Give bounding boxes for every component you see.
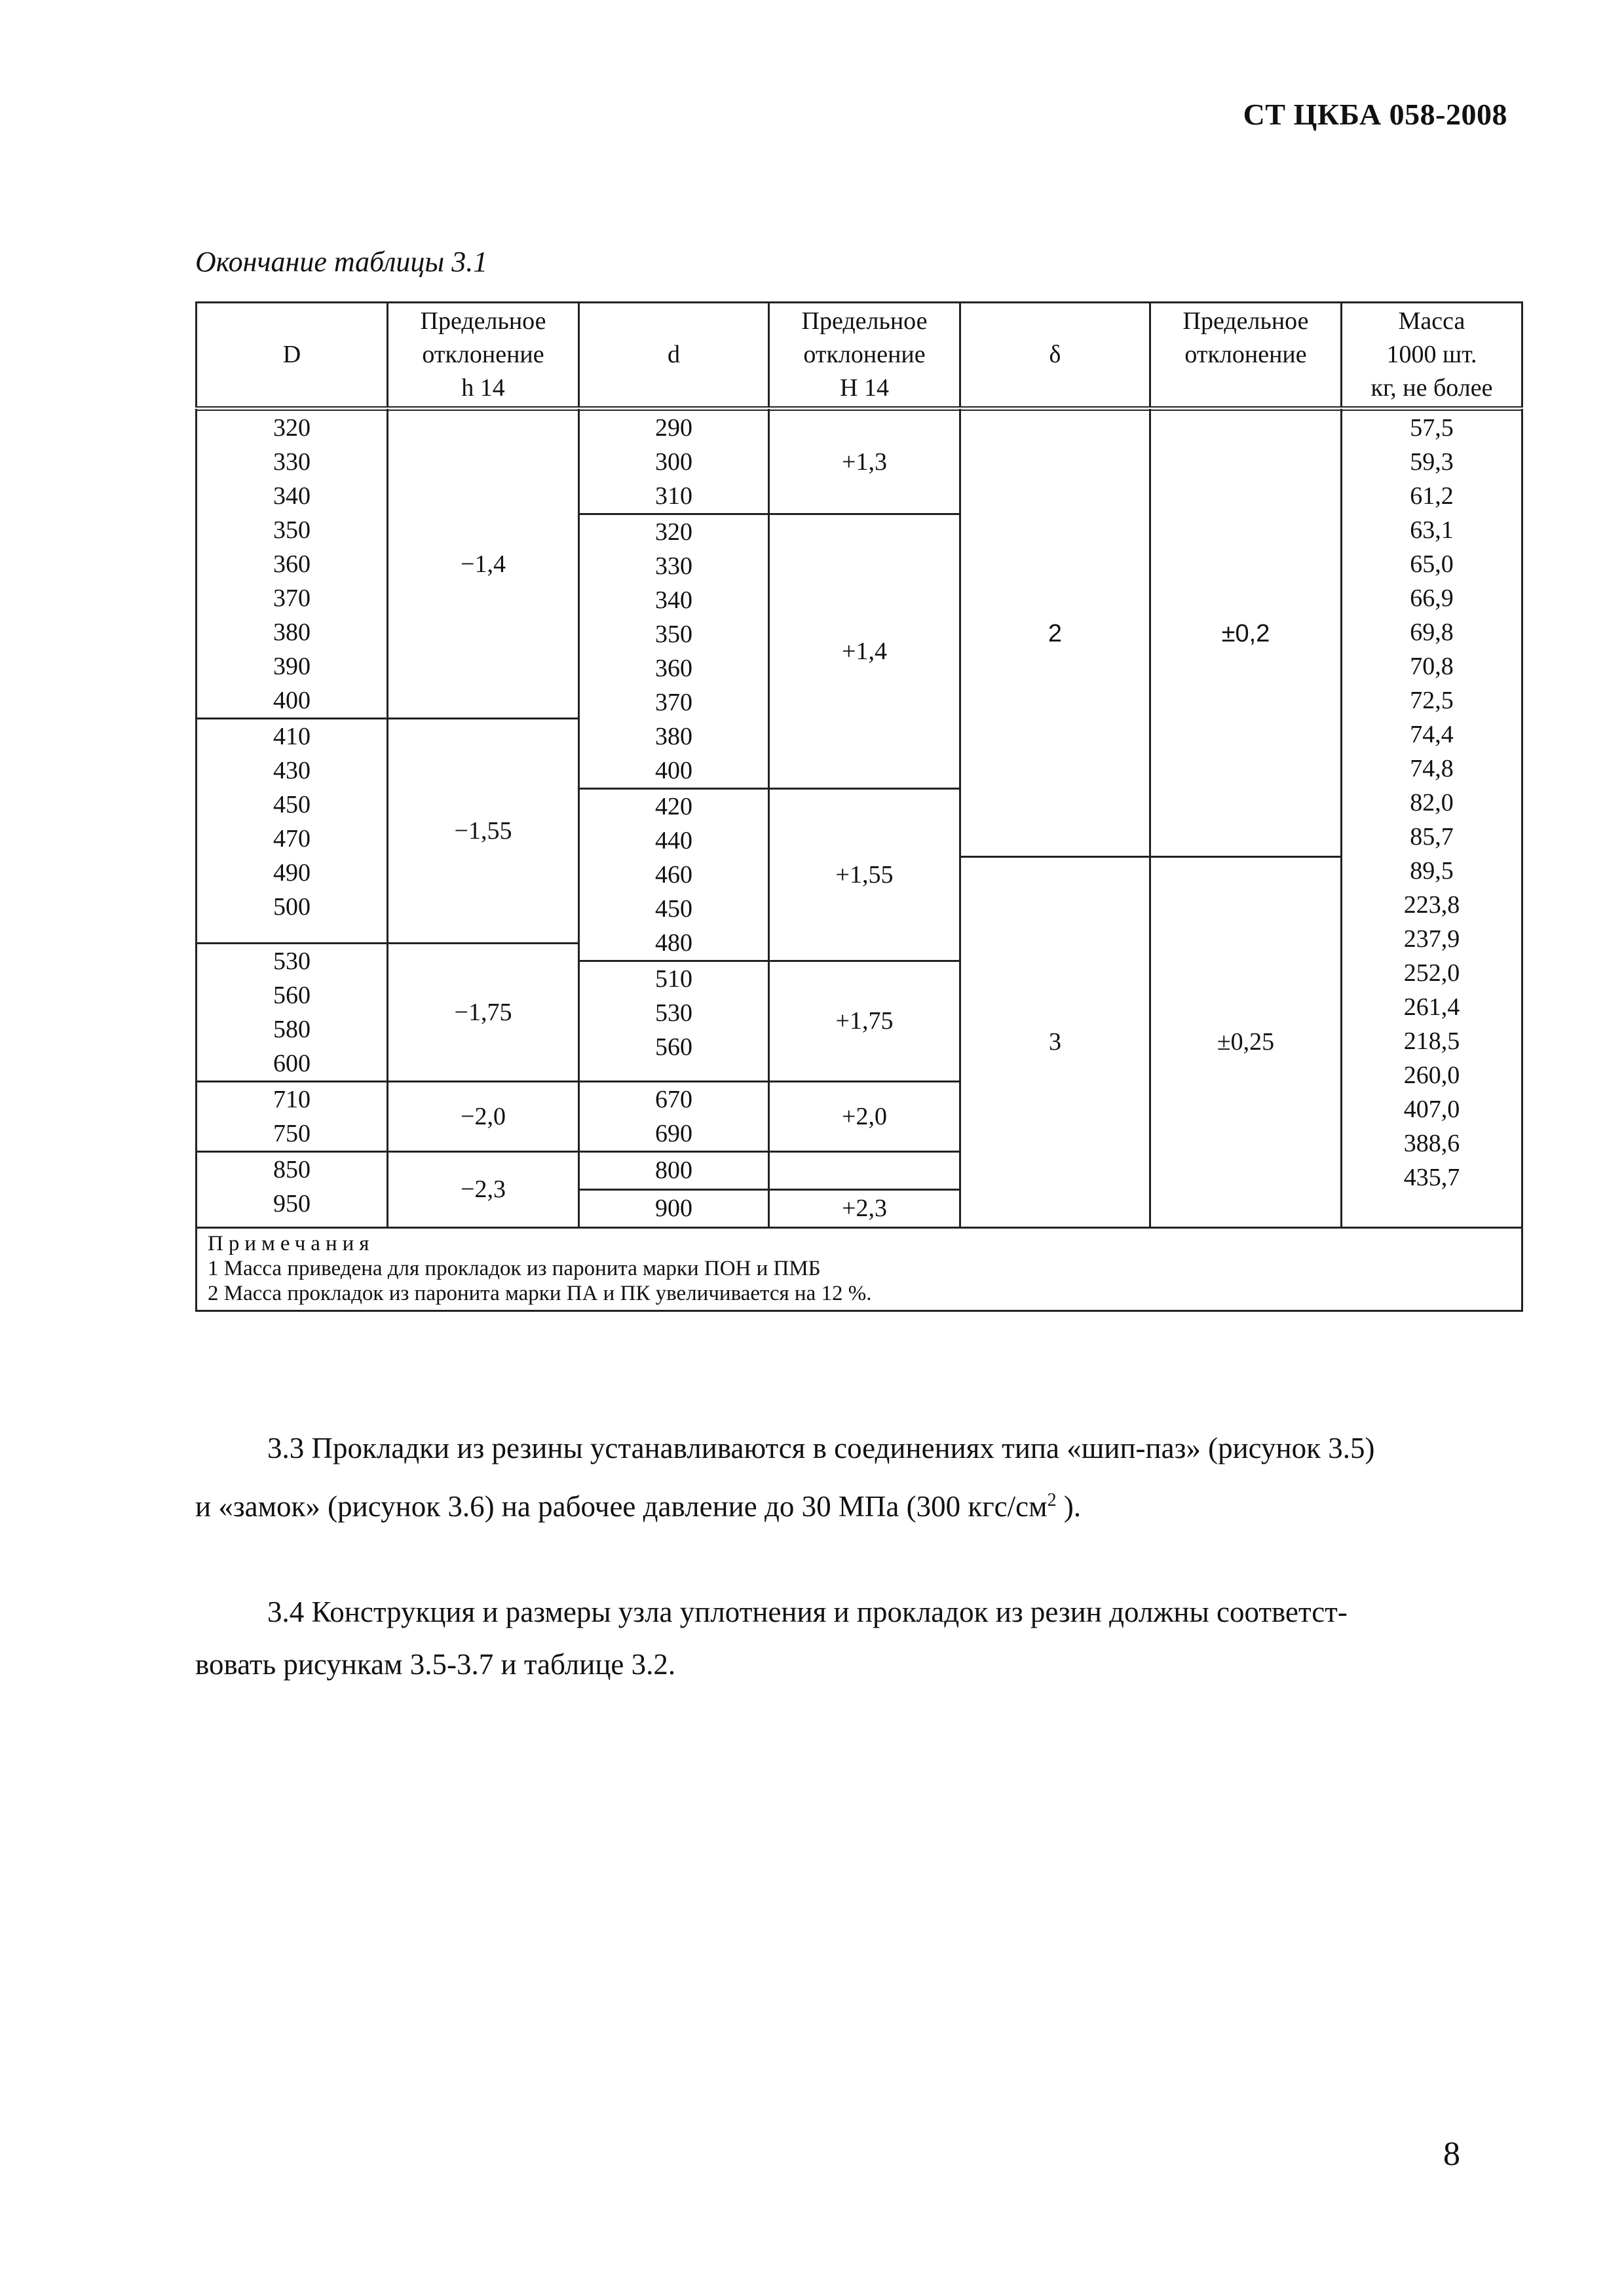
cell-mass: 70,8 xyxy=(1410,653,1454,680)
header-D: D xyxy=(197,303,388,409)
note-item: 2 Масса прокладок из паронита марки ПА и ПК увеличивается на 12 %. xyxy=(208,1281,872,1305)
cell-d: 800 xyxy=(579,1151,769,1189)
notes-row xyxy=(197,1227,1522,1311)
header-line: Предельное xyxy=(801,307,928,335)
header-line: кг, не более xyxy=(1370,374,1493,402)
cell-d-group xyxy=(579,514,769,789)
cell-d: 450 xyxy=(655,895,692,923)
cell-D: 410 xyxy=(273,723,311,750)
cell-d: 510 xyxy=(655,965,692,993)
cell-d: 420 xyxy=(655,793,692,820)
cell-d: 330 xyxy=(655,552,692,580)
cell-deviation-D: −2,0 xyxy=(388,1081,579,1151)
cell-D: 750 xyxy=(273,1119,311,1147)
cell-D-group xyxy=(197,1151,388,1227)
cell-delta: 2 xyxy=(960,409,1150,857)
paragraph-line: 3.4 Конструкция и размеры узла уплотнения и прокладок из резин должны соответст- xyxy=(267,1596,1348,1628)
cell-d: 530 xyxy=(655,999,692,1027)
cell-deviation-D: −1,75 xyxy=(388,943,579,1081)
page-number: 8 xyxy=(1443,2135,1460,2173)
table-caption: Окончание таблицы 3.1 xyxy=(195,246,488,278)
cell-D: 560 xyxy=(273,981,311,1009)
cell-deviation-D: −1,55 xyxy=(388,719,579,944)
cell-D-group xyxy=(197,1081,388,1151)
cell-mass: 260,0 xyxy=(1403,1062,1460,1089)
cell-D: 390 xyxy=(273,653,311,680)
cell-deviation-D: −1,4 xyxy=(388,409,579,719)
cell-d: 300 xyxy=(655,448,692,476)
table-notes xyxy=(197,1227,1522,1311)
cell-mass: 65,0 xyxy=(1410,550,1454,578)
header-line: h 14 xyxy=(461,374,505,402)
cell-mass: 69,8 xyxy=(1410,619,1454,646)
paragraph-3-4 xyxy=(195,1586,1521,1691)
cell-D: 490 xyxy=(273,859,311,887)
header-deviation-d xyxy=(769,303,960,409)
cell-d-group xyxy=(579,961,769,1082)
cell-D: 360 xyxy=(273,550,311,578)
cell-mass: 82,0 xyxy=(1410,789,1454,816)
superscript: 2 xyxy=(1047,1490,1057,1510)
cell-mass: 66,9 xyxy=(1410,584,1454,612)
cell-mass-group xyxy=(1342,409,1522,1228)
cell-d-group xyxy=(579,789,769,961)
header-line: отклонение xyxy=(1184,341,1307,368)
cell-mass: 74,8 xyxy=(1410,755,1454,782)
cell-D: 370 xyxy=(273,584,311,612)
cell-D: 530 xyxy=(273,947,311,975)
cell-D-group xyxy=(197,719,388,944)
table-header-row xyxy=(197,303,1522,409)
cell-d: 340 xyxy=(655,586,692,614)
document-code: СТ ЦКБА 058-2008 xyxy=(1243,98,1507,131)
cell-deviation-d: +1,4 xyxy=(769,514,960,789)
header-deviation-delta xyxy=(1150,303,1342,409)
cell-mass: 61,2 xyxy=(1410,482,1454,510)
cell-delta: 3 xyxy=(960,857,1150,1228)
header-d: d xyxy=(579,303,769,409)
notes-title: Примечания xyxy=(208,1231,375,1255)
cell-D-group xyxy=(197,409,388,719)
cell-mass: 72,5 xyxy=(1410,687,1454,714)
cell-deviation-delta: ±0,25 xyxy=(1150,857,1342,1228)
cell-mass: 74,4 xyxy=(1410,721,1454,748)
header-line: отклонение xyxy=(422,341,544,368)
cell-d: 440 xyxy=(655,827,692,854)
cell-D: 710 xyxy=(273,1085,311,1113)
cell-D: 500 xyxy=(273,893,311,921)
cell-deviation-D: −2,3 xyxy=(388,1151,579,1227)
cell-mass: 388,6 xyxy=(1403,1130,1460,1157)
cell-D: 350 xyxy=(273,516,311,544)
table-3-1 xyxy=(195,301,1523,1312)
cell-d-group xyxy=(579,409,769,514)
cell-D: 380 xyxy=(273,619,311,646)
header-mass xyxy=(1342,303,1522,409)
cell-d: 560 xyxy=(655,1033,692,1061)
cell-d: 480 xyxy=(655,929,692,957)
cell-D: 320 xyxy=(273,414,311,442)
cell-D: 400 xyxy=(273,687,311,714)
header-line: Предельное xyxy=(420,307,546,335)
cell-d: 900 xyxy=(579,1189,769,1227)
cell-mass: 218,5 xyxy=(1403,1027,1460,1055)
cell-mass: 63,1 xyxy=(1410,516,1454,544)
cell-mass: 252,0 xyxy=(1403,959,1460,987)
cell-D-group xyxy=(197,943,388,1081)
paragraph-text: и «замок» (рисунок 3.6) на рабочее давление до 30 МПа (300 кгс/см xyxy=(195,1490,1048,1523)
cell-deviation-d: +1,75 xyxy=(769,961,960,1082)
cell-d: 310 xyxy=(655,482,692,510)
paragraph-line xyxy=(195,1474,1521,1533)
cell-deviation-d: +1,55 xyxy=(769,789,960,961)
cell-deviation-d: +2,0 xyxy=(769,1081,960,1151)
cell-deviation-delta: ±0,2 xyxy=(1150,409,1342,857)
cell-d: 380 xyxy=(655,723,692,750)
cell-d: 400 xyxy=(655,757,692,784)
cell-d: 690 xyxy=(655,1119,692,1147)
cell-D: 430 xyxy=(273,757,311,784)
cell-deviation-d: +2,3 xyxy=(769,1189,960,1227)
cell-d-group xyxy=(579,1081,769,1151)
cell-mass: 89,5 xyxy=(1410,857,1454,885)
cell-d: 320 xyxy=(655,518,692,546)
header-line: Масса xyxy=(1398,307,1465,335)
header-line: Предельное xyxy=(1182,307,1309,335)
paragraph-line: 3.3 Прокладки из резины устанавливаются в соединениях типа «шип-паз» (рисунок 3.5) xyxy=(267,1432,1375,1464)
cell-d: 350 xyxy=(655,621,692,648)
cell-D: 950 xyxy=(273,1189,311,1217)
note-item: 1 Масса приведена для прокладок из паронита марки ПОН и ПМБ xyxy=(208,1256,821,1280)
cell-mass: 59,3 xyxy=(1410,448,1454,476)
cell-d: 460 xyxy=(655,861,692,889)
header-line: H 14 xyxy=(840,374,889,402)
header-line: отклонение xyxy=(803,341,926,368)
paragraph-3-3 xyxy=(195,1422,1521,1533)
cell-deviation-d-empty xyxy=(769,1151,960,1189)
paragraph-text: ). xyxy=(1056,1490,1082,1523)
paragraph-line: вовать рисункам 3.5-3.7 и таблице 3.2. xyxy=(195,1648,676,1681)
cell-mass: 223,8 xyxy=(1403,891,1460,919)
cell-D: 330 xyxy=(273,448,311,476)
cell-mass: 57,5 xyxy=(1410,414,1454,442)
cell-d: 360 xyxy=(655,655,692,682)
cell-d: 670 xyxy=(655,1085,692,1113)
cell-deviation-d: +1,3 xyxy=(769,409,960,514)
cell-D: 580 xyxy=(273,1015,311,1043)
cell-mass: 435,7 xyxy=(1403,1164,1460,1191)
cell-mass: 237,9 xyxy=(1403,925,1460,953)
cell-mass: 407,0 xyxy=(1403,1096,1460,1123)
header-deviation-D xyxy=(388,303,579,409)
cell-D: 600 xyxy=(273,1049,311,1077)
cell-mass: 85,7 xyxy=(1410,823,1454,851)
cell-D: 340 xyxy=(273,482,311,510)
cell-d: 290 xyxy=(655,414,692,442)
cell-D: 850 xyxy=(273,1155,311,1183)
header-line: 1000 шт. xyxy=(1386,341,1477,368)
cell-mass: 261,4 xyxy=(1403,993,1460,1021)
header-delta: δ xyxy=(960,303,1150,409)
cell-d: 370 xyxy=(655,689,692,716)
cell-D: 470 xyxy=(273,825,311,852)
cell-D: 450 xyxy=(273,791,311,818)
